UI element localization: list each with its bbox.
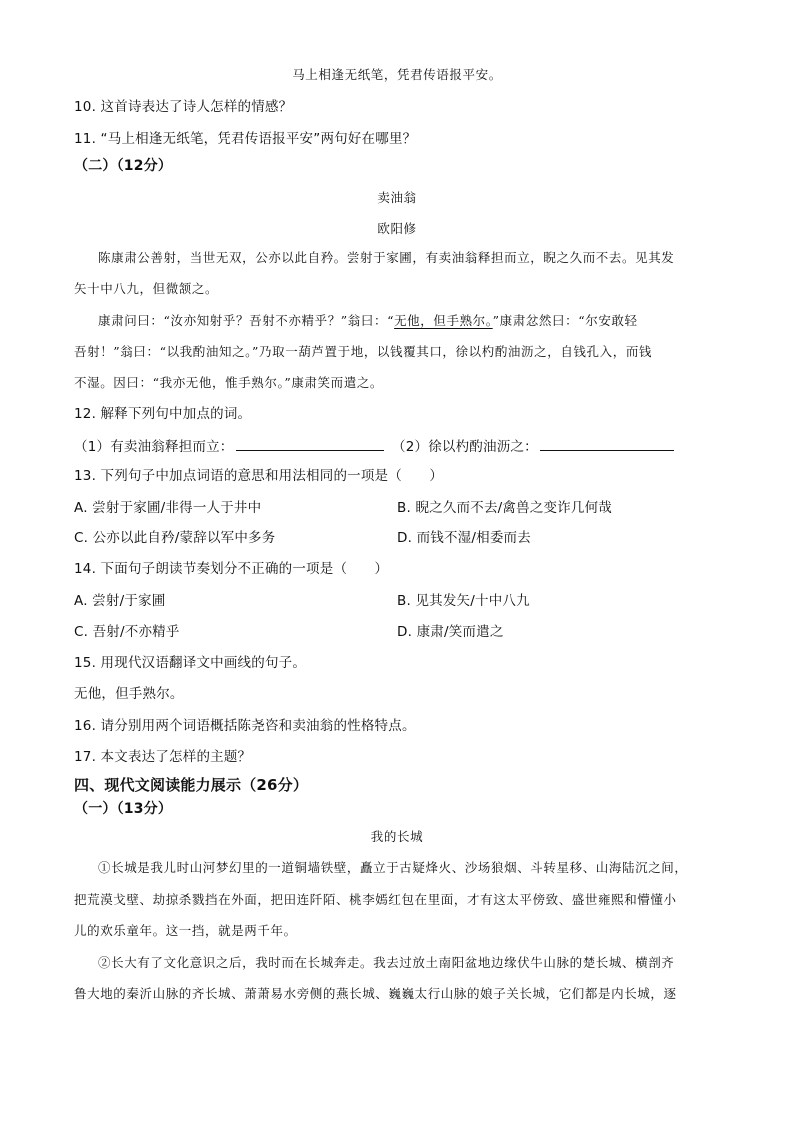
question-14-option-b[interactable]: B. 见其发矢/十中八九 [397,593,530,609]
passage-2-p2-line1: ②长大有了文化意识之后，我时而在长城奔走。我去过放土南阳盆地边缘伏牛山脉的楚长城、横剖齐 [98,955,675,970]
passage-2-p1-line3: 儿的欢乐童年。这一挡，就是两千年。 [74,923,297,938]
passage-1-p2-line2: 吾射！”翁曰：“以我酌油知之。”乃取一葫芦置于地，以钱覆其口，徐以杓酌油沥之，自钱孔入，而钱 [74,344,653,359]
passage-1-p2-line3: 不湿。因曰：“我亦无他，惟手熟尔。”康肃笑而遣之。 [74,375,384,390]
section-2-heading: （二）（12分） [74,158,173,174]
question-13-option-d[interactable]: D. 而钱不湿/相委而去 [397,530,531,546]
passage-1-p2-line1-b: ”康肃忿然曰：“尔安敢轻 [492,313,638,328]
question-16: 16. 请分别用两个词语概括陈尧咨和卖油翁的性格特点。 [74,718,416,734]
question-13-option-b[interactable]: B. 睨之久而不去/禽兽之变诈几何哉 [397,500,612,516]
question-13-option-a[interactable]: A. 尝射于家圃/非得一人于井中 [74,500,262,516]
question-14-option-c[interactable]: C. 吾射/不亦精乎 [74,624,180,640]
poem-last-line: 马上相逢无纸笔，凭君传语报平安。 [292,67,502,82]
answer-blank-2[interactable] [540,437,674,451]
part-4-heading: 四、现代文阅读能力展示（26分） [74,776,309,794]
part-4-sub-heading: （一）（13分） [74,801,173,817]
question-12-stem: 12. 解释下列句中加点的词。 [74,406,252,422]
question-10: 10. 这首诗表达了诗人怎样的情感？ [74,99,293,115]
passage-1-p1-line2: 矢十中八九，但微颔之。 [74,281,219,296]
question-14-stem: 14. 下面句子朗读节奏划分不正确的一项是（ ） [74,561,389,577]
passage-1-author: 欧阳修 [377,221,417,236]
question-14-option-d[interactable]: D. 康肃/笑而遣之 [397,624,504,640]
question-12-item-2: （2）徐以杓酌油沥之： [392,439,538,455]
question-12-items [74,437,674,455]
passage-1-title: 卖油翁 [377,190,417,205]
question-17: 17. 本文表达了怎样的主题？ [74,749,252,765]
question-12-item-1: （1）有卖油翁释担而立： [74,439,234,455]
question-11: 11. “马上相逢无纸笔，凭君传语报平安”两句好在哪里？ [74,131,417,147]
question-15-stem: 15. 用现代汉语翻译文中画线的句子。 [74,655,307,671]
passage-1-p1-line1: 陈康肃公善射，当世无双，公亦以此自矜。尝射于家圃，有卖油翁释担而立，睨之久而不去。见其发 [98,250,675,265]
question-13-option-c[interactable]: C. 公亦以此自矜/蒙辞以军中多务 [74,530,276,546]
question-13-stem: 13. 下列句子中加点词语的意思和用法相同的一项是（ ） [74,468,444,484]
question-14-option-a[interactable]: A. 尝射/于家圃 [74,593,166,609]
passage-2-p2-line2: 鲁大地的秦沂山脉的齐长城、萧萧易水旁侧的燕长城、巍巍太行山脉的娘子关长城，它们都是内长城，逐 [74,986,677,1001]
answer-blank-1[interactable] [236,437,384,451]
question-15-sentence: 无他，但手熟尔。 [74,686,184,702]
passage-2-p1-line2: 把荒漠戈壁、劫掠杀戮挡在外面，把田连阡陌、桃李嫣红包在里面，才有这太平傍致、盛世雍熙和懵懂小 [74,892,677,907]
underlined-sentence: 无他，但手熟尔。 [394,313,493,328]
passage-2-title: 我的长城 [370,829,424,844]
passage-1-p2-line1 [98,313,638,328]
passage-2-p1-line1: ①长城是我儿时山河梦幻里的一道铜墙铁壁，矗立于古疑烽火、沙场狼烟、斗转星移、山海陆沉之间， [98,860,688,875]
passage-1-p2-line1-a: 康肃问曰：“汝亦知射乎？吾射不亦精乎？”翁曰：“ [98,313,395,328]
